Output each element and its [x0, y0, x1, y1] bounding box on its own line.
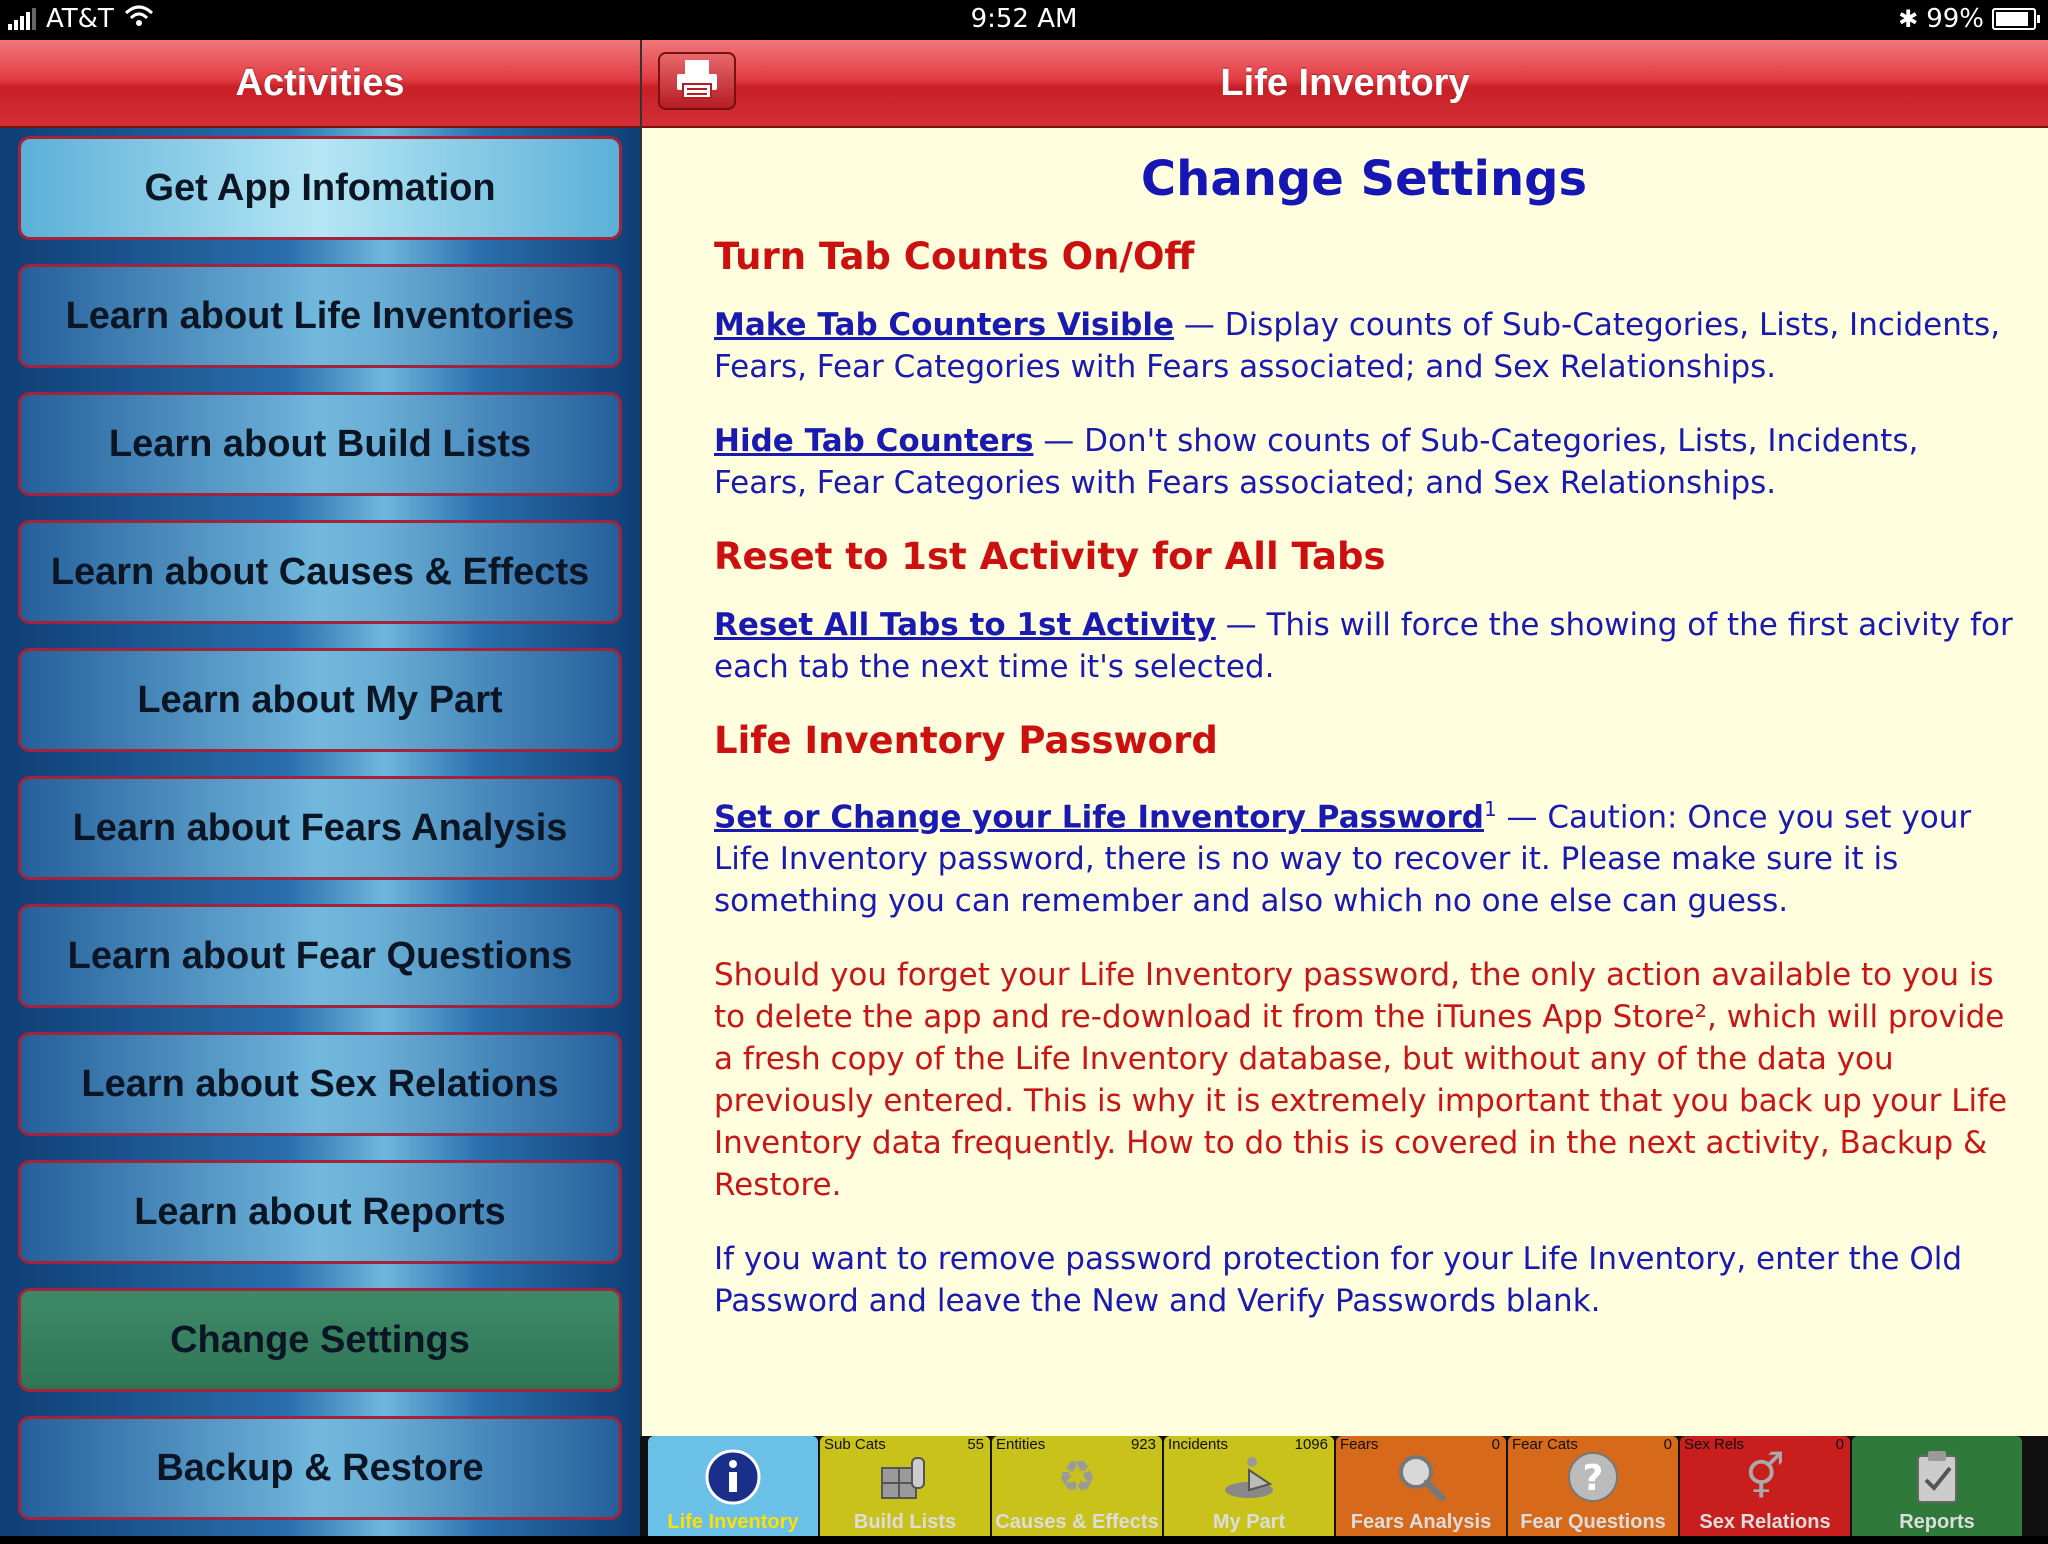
tab-counters-visible-paragraph	[714, 304, 2014, 388]
clock: 9:52 AM	[970, 4, 1078, 34]
tab-count: 55	[967, 1436, 984, 1453]
hide-tab-counters-link[interactable]: Hide Tab Counters	[714, 423, 1034, 459]
menu-learn-fears-analysis[interactable]: Learn about Fears Analysis	[18, 776, 622, 880]
password-paragraph	[714, 788, 2014, 922]
tab-count-category: Sex Rels	[1684, 1436, 1745, 1453]
part-icon	[1220, 1448, 1278, 1506]
password-warning: Should you forget your Life Inventory password, the only action available to you is to delete the app and re-download it from the iTunes App Store², which will provide a fresh copy of the Life Inventory database, but without any of the data you previously entered. This is why it is extremely important that you back up your Life Inventory data frequently. How to do this is covered in the next activity, Backup & Restore.	[714, 957, 2008, 1204]
menu-learn-reports[interactable]: Learn about Reports	[18, 1160, 622, 1264]
tab-fear-questions[interactable]	[1508, 1436, 1678, 1536]
svg-text:?: ?	[1582, 1458, 1604, 1499]
tab-label: Reports	[1899, 1511, 1975, 1533]
tab-count-category: Entities	[996, 1436, 1046, 1453]
activities-panel	[0, 40, 640, 1536]
battery-icon	[1992, 8, 2036, 30]
tab-count: 0	[1663, 1436, 1672, 1453]
section-password-title: Life Inventory Password	[714, 719, 1218, 762]
reset-all-tabs-link[interactable]: Reset All Tabs to 1st Activity	[714, 607, 1216, 643]
tab-reports[interactable]	[1852, 1436, 2022, 1536]
settings-content	[714, 130, 2014, 1354]
menu-learn-sex-relations[interactable]: Learn about Sex Relations	[18, 1032, 622, 1136]
set-password-link[interactable]: Set or Change your Life Inventory Password	[714, 799, 1484, 836]
tab-label: Build Lists	[853, 1511, 957, 1533]
tab-count: 0	[1835, 1436, 1844, 1453]
page-heading: Change Settings	[1140, 151, 1588, 207]
detail-title: Life Inventory	[1220, 61, 1470, 104]
password-text: — Caution: Once you set your Life Inventory password, there is no way to recover it. Please make sure it is something you can remember and also which no one else can guess.	[714, 799, 1972, 920]
menu-change-settings[interactable]: Change Settings	[18, 1288, 622, 1392]
tab-label: Causes & Effects	[995, 1511, 1159, 1533]
tab-life-inventory[interactable]	[648, 1436, 818, 1536]
activities-menu	[18, 136, 622, 1544]
tab-count: 923	[1130, 1436, 1156, 1453]
recycle-icon: ♻	[1057, 1452, 1097, 1502]
tab-count-category: Fear Cats	[1512, 1436, 1578, 1453]
section-tab-counts-title: Turn Tab Counts On/Off	[714, 235, 1195, 278]
status-bar	[0, 0, 2048, 40]
menu-learn-build-lists[interactable]: Learn about Build Lists	[18, 392, 622, 496]
menu-learn-life-inventories[interactable]: Learn about Life Inventories	[18, 264, 622, 368]
info-icon	[704, 1448, 762, 1506]
magnifier-icon	[1392, 1448, 1450, 1506]
remove-password-paragraph: If you want to remove password protection for your Life Inventory, enter the Old Password and leave the New and Verify Passwords blank.	[714, 1241, 1963, 1320]
tab-label: Fear Questions	[1520, 1511, 1666, 1533]
tab-count: 1096	[1294, 1436, 1328, 1453]
tab-count-category: Sub Cats	[824, 1436, 886, 1453]
section-reset-title: Reset to 1st Activity for All Tabs	[714, 535, 1386, 578]
menu-get-app-info[interactable]: Get App Infomation	[18, 136, 622, 240]
printer-icon	[673, 58, 721, 105]
tab-count-category: Fears	[1340, 1436, 1379, 1453]
print-button[interactable]	[658, 52, 736, 110]
reset-paragraph	[714, 604, 2014, 688]
tab-label: Sex Relations	[1699, 1511, 1831, 1533]
build-icon	[876, 1448, 934, 1506]
bluetooth-icon: ✱	[1898, 5, 1919, 33]
tab-count-category: Incidents	[1168, 1436, 1229, 1453]
tab-fears-analysis[interactable]	[1336, 1436, 1506, 1536]
gender-icon: ⚥	[1745, 1452, 1785, 1502]
detail-panel	[640, 40, 2048, 1536]
detail-header	[642, 40, 2048, 128]
tab-label: Fears Analysis	[1350, 1511, 1492, 1533]
menu-learn-fear-questions[interactable]: Learn about Fear Questions	[18, 904, 622, 1008]
clipboard-icon	[1908, 1448, 1966, 1506]
menu-learn-causes-effects[interactable]: Learn about Causes & Effects	[18, 520, 622, 624]
carrier-label: AT&T	[46, 4, 114, 34]
make-tab-counters-visible-link[interactable]: Make Tab Counters Visible	[714, 307, 1174, 343]
question-icon	[1564, 1448, 1622, 1506]
tab-label: Life Inventory	[667, 1511, 799, 1533]
tab-my-part[interactable]	[1164, 1436, 1334, 1536]
reset-text: — This will force the showing of the first acivity for each tab the next time it's selected.	[714, 607, 2013, 685]
menu-backup-restore[interactable]: Backup & Restore	[18, 1416, 622, 1520]
tab-build-lists[interactable]	[820, 1436, 990, 1536]
hide-tab-counters-paragraph	[714, 420, 2014, 504]
footnote-marker: 1	[1483, 797, 1497, 821]
activities-header	[0, 40, 640, 128]
tab-causes-effects[interactable]	[992, 1436, 1162, 1536]
battery-percent: 99%	[1926, 4, 1984, 34]
menu-learn-my-part[interactable]: Learn about My Part	[18, 648, 622, 752]
tab-sex-relations[interactable]	[1680, 1436, 1850, 1536]
tab-counters-visible-text: — Display counts of Sub-Categories, Lists, Incidents, Fears, Fear Categories with Fears associated; and Sex Relationships.	[714, 307, 2001, 385]
tab-label: My Part	[1212, 1511, 1286, 1533]
activities-title: Activities	[235, 61, 405, 104]
hide-tab-counters-text: — Don't show counts of Sub-Categories, Lists, Incidents, Fears, Fear Categories with Fears associated; and Sex Relationships.	[714, 423, 1919, 501]
tab-bar	[640, 1436, 2048, 1536]
tab-count: 0	[1491, 1436, 1500, 1453]
